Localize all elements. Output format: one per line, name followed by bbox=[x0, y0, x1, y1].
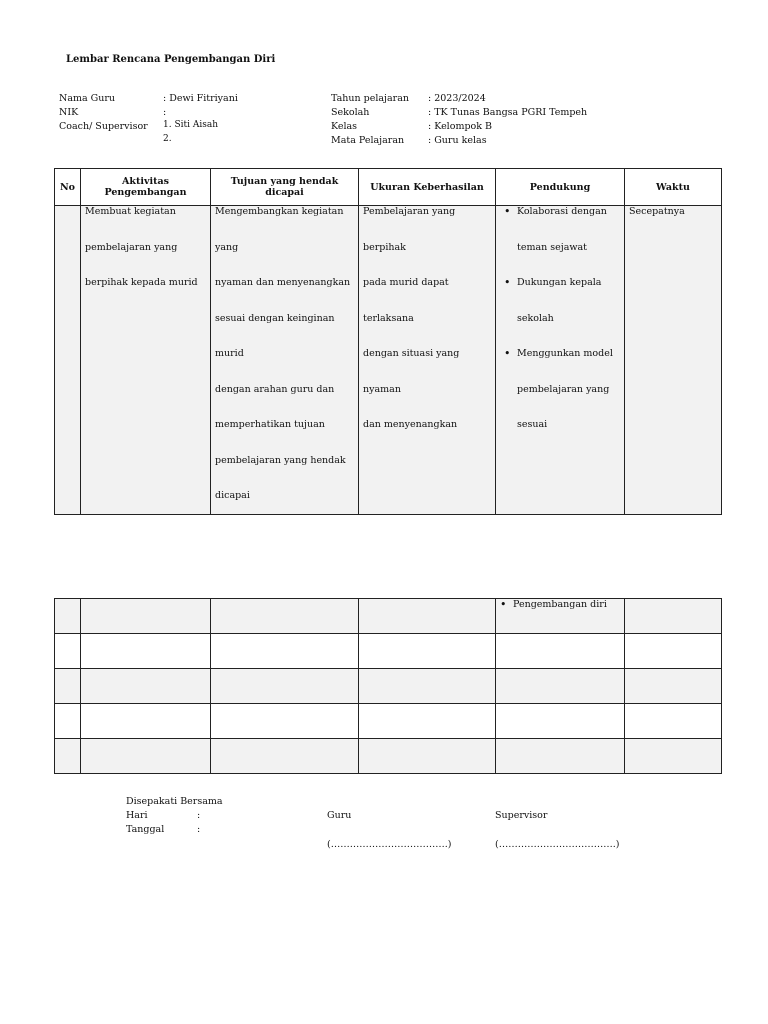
info-right-value-0: : 2023/2024 bbox=[428, 93, 486, 104]
tujuan-line: dicapai bbox=[215, 490, 250, 501]
table-row bbox=[55, 739, 722, 774]
table-row bbox=[55, 634, 722, 669]
cell-no bbox=[55, 206, 81, 515]
info-right-label-1: Sekolah bbox=[331, 107, 370, 118]
tujuan-line: Mengembangkan kegiatan yang bbox=[215, 206, 344, 253]
ukuran-line: dengan situasi yang nyaman bbox=[363, 348, 460, 395]
list-item bbox=[517, 194, 620, 265]
waktu-value: Secepatnya bbox=[629, 206, 685, 217]
table-row bbox=[55, 704, 722, 739]
cell-waktu bbox=[625, 206, 722, 515]
tujuan-line: memperhatikan tujuan bbox=[215, 419, 325, 430]
list-item: • Pengembangan diri bbox=[513, 599, 624, 611]
header-no: No bbox=[55, 169, 81, 206]
info-left-label-1: NIK bbox=[59, 107, 79, 118]
aktivitas-line: pembelajaran yang bbox=[85, 241, 178, 253]
info-left-value-0: : Dewi Fitriyani bbox=[163, 93, 238, 104]
pendukung-line: sekolah bbox=[517, 312, 554, 324]
header-waktu: Waktu bbox=[625, 169, 722, 206]
table-row bbox=[55, 599, 722, 634]
info-right-value-1: : TK Tunas Bangsa PGRI Tempeh bbox=[428, 107, 588, 118]
tujuan-line: nyaman dan menyenangkan bbox=[215, 277, 351, 288]
ukuran-line: dan menyenangkan bbox=[363, 419, 458, 430]
cell-tujuan bbox=[211, 206, 359, 515]
development-plan-table bbox=[54, 168, 722, 515]
supervisor-label: Supervisor bbox=[495, 810, 548, 821]
pendukung-line: sesuai bbox=[517, 419, 548, 430]
info-left-label-0: Nama Guru bbox=[59, 93, 116, 104]
info-left-value-2: 1. Siti Aisah bbox=[163, 120, 219, 130]
tujuan-line: sesuai dengan keinginan murid bbox=[215, 312, 335, 359]
info-left-label-2: Coach/ Supervisor bbox=[59, 121, 148, 132]
pendukung-line: • Dukungan kepala bbox=[517, 277, 602, 288]
table-row bbox=[55, 669, 722, 704]
info-right-label-2: Kelas bbox=[331, 121, 358, 132]
info-right-label-3: Mata Pelajaran bbox=[331, 135, 405, 146]
info-right-label-0: Tahun pelajaran bbox=[331, 93, 409, 104]
tanggal-colon: : bbox=[197, 824, 201, 835]
guru-signature-line: (……………………………….) bbox=[327, 839, 452, 850]
supervisor-signature-line: (……………………………….) bbox=[495, 839, 620, 850]
document-title: Lembar Rencana Pengembangan Diri bbox=[66, 54, 276, 65]
aktivitas-line: Membuat kegiatan bbox=[85, 206, 176, 217]
header-aktivitas: Aktivitas Pengembangan bbox=[81, 169, 211, 206]
pendukung-line: pembelajaran yang bbox=[517, 383, 610, 395]
ukuran-line: Pembelajaran yang berpihak bbox=[363, 206, 456, 253]
info-left-value-3: 2. bbox=[163, 134, 172, 144]
agreed-label: Disepakati Bersama bbox=[126, 796, 223, 807]
cell-aktivitas bbox=[81, 206, 211, 515]
header-tujuan: Tujuan yang hendak dicapai bbox=[211, 169, 359, 206]
pendukung-list bbox=[500, 194, 620, 443]
continuation-table bbox=[54, 598, 722, 774]
aktivitas-line: berpihak kepada murid bbox=[85, 277, 198, 288]
info-left-value-1: : bbox=[163, 107, 167, 118]
hari-colon: : bbox=[197, 810, 201, 821]
ukuran-line: pada murid dapat terlaksana bbox=[363, 277, 449, 324]
pendukung-line: • Kolaborasi dengan bbox=[517, 206, 607, 217]
tanggal-label: Tanggal bbox=[126, 824, 165, 835]
header-pendukung: Pendukung bbox=[496, 169, 625, 206]
tujuan-line: pembelajaran yang hendak bbox=[215, 454, 346, 466]
list-item bbox=[517, 336, 620, 443]
tujuan-line: dengan arahan guru dan bbox=[215, 383, 335, 395]
table-row bbox=[55, 206, 722, 515]
cell-ukuran bbox=[359, 206, 496, 515]
hari-label: Hari bbox=[126, 810, 148, 821]
list-item bbox=[517, 265, 620, 336]
header-ukuran: Ukuran Keberhasilan bbox=[359, 169, 496, 206]
info-right-value-3: : Guru kelas bbox=[428, 135, 487, 146]
guru-label: Guru bbox=[327, 810, 352, 821]
pendukung-line: • Menggunkan model bbox=[517, 348, 613, 359]
cell-pendukung bbox=[496, 599, 625, 634]
info-right-value-2: : Kelompok B bbox=[428, 121, 493, 132]
cell-pendukung bbox=[496, 206, 625, 515]
pendukung-line: teman sejawat bbox=[517, 241, 587, 253]
